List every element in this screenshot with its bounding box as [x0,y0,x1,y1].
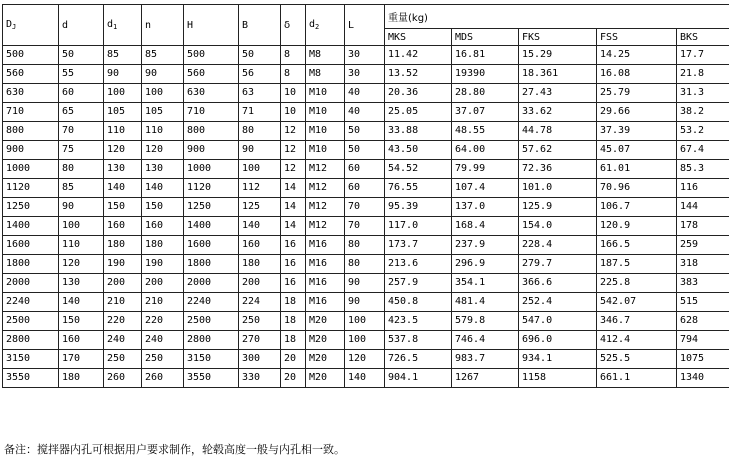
cell-mds: 983.7 [452,350,519,369]
cell-n: 260 [142,369,184,388]
cell-bks: 116 [677,179,729,198]
cell-mds: 746.4 [452,331,519,350]
cell-b: 56 [239,65,281,84]
cell-mds: 79.99 [452,160,519,179]
cell-fss: 542.07 [597,293,677,312]
cell-h: 2500 [184,312,239,331]
cell-bks: 17.7 [677,46,729,65]
cell-d2: M12 [306,179,345,198]
cell-h: 900 [184,141,239,160]
cell-b: 125 [239,198,281,217]
cell-delta: 14 [281,179,306,198]
cell-mds: 1267 [452,369,519,388]
cell-d1: 210 [104,293,142,312]
cell-delta: 16 [281,255,306,274]
header-b: B [239,5,281,46]
cell-delta: 12 [281,141,306,160]
cell-h: 1800 [184,255,239,274]
table-row [3,331,729,350]
cell-mks: 173.7 [385,236,452,255]
cell-bks: 21.8 [677,65,729,84]
cell-d2: M10 [306,103,345,122]
cell-d1: 85 [104,46,142,65]
cell-h: 800 [184,122,239,141]
cell-mds: 37.07 [452,103,519,122]
cell-l: 80 [345,236,385,255]
cell-d2: M20 [306,312,345,331]
cell-fss: 661.1 [597,369,677,388]
cell-d: 110 [59,236,104,255]
cell-fks: 366.6 [519,274,597,293]
cell-mks: 257.9 [385,274,452,293]
cell-n: 210 [142,293,184,312]
cell-h: 500 [184,46,239,65]
cell-delta: 14 [281,198,306,217]
cell-mds: 28.80 [452,84,519,103]
cell-mds: 579.8 [452,312,519,331]
cell-l: 120 [345,350,385,369]
header-l: L [345,5,385,46]
cell-fks: 44.78 [519,122,597,141]
cell-n: 240 [142,331,184,350]
cell-d1: 105 [104,103,142,122]
cell-l: 40 [345,103,385,122]
table-row [3,122,729,141]
cell-n: 85 [142,46,184,65]
cell-d1: 110 [104,122,142,141]
cell-d1: 180 [104,236,142,255]
cell-d: 65 [59,103,104,122]
table-row [3,274,729,293]
cell-mks: 213.6 [385,255,452,274]
cell-d1: 150 [104,198,142,217]
cell-d2: M12 [306,198,345,217]
cell-b: 100 [239,160,281,179]
cell-fks: 101.0 [519,179,597,198]
cell-d: 80 [59,160,104,179]
header-row [3,5,729,29]
cell-n: 190 [142,255,184,274]
cell-bks: 67.4 [677,141,729,160]
cell-fss: 45.07 [597,141,677,160]
cell-fks: 1158 [519,369,597,388]
cell-b: 80 [239,122,281,141]
cell-bks: 628 [677,312,729,331]
cell-n: 130 [142,160,184,179]
cell-n: 250 [142,350,184,369]
table-row [3,255,729,274]
cell-fks: 934.1 [519,350,597,369]
cell-d2: M8 [306,65,345,84]
table-row [3,369,729,388]
header-n: n [142,5,184,46]
cell-d2: M16 [306,274,345,293]
cell-h: 3550 [184,369,239,388]
spec-table [2,4,729,388]
cell-h: 2000 [184,274,239,293]
cell-fss: 412.4 [597,331,677,350]
cell-dj: 900 [3,141,59,160]
cell-mks: 117.0 [385,217,452,236]
cell-n: 200 [142,274,184,293]
cell-b: 71 [239,103,281,122]
cell-mds: 481.4 [452,293,519,312]
cell-d1: 260 [104,369,142,388]
cell-d: 120 [59,255,104,274]
cell-fks: 33.62 [519,103,597,122]
cell-dj: 2500 [3,312,59,331]
cell-mks: 54.52 [385,160,452,179]
cell-d: 160 [59,331,104,350]
cell-fks: 228.4 [519,236,597,255]
cell-d: 60 [59,84,104,103]
header-weight-fks: FKS [519,29,597,46]
cell-fss: 37.39 [597,122,677,141]
cell-b: 160 [239,236,281,255]
cell-l: 50 [345,141,385,160]
cell-delta: 8 [281,46,306,65]
table-row [3,46,729,65]
cell-h: 710 [184,103,239,122]
header-weight-bks: BKS [677,29,729,46]
cell-dj: 1400 [3,217,59,236]
table-row [3,65,729,84]
cell-n: 100 [142,84,184,103]
table-row [3,198,729,217]
cell-fks: 547.0 [519,312,597,331]
cell-delta: 18 [281,331,306,350]
cell-b: 200 [239,274,281,293]
cell-dj: 1600 [3,236,59,255]
cell-d: 140 [59,293,104,312]
cell-delta: 18 [281,312,306,331]
cell-h: 560 [184,65,239,84]
cell-delta: 12 [281,160,306,179]
cell-d: 170 [59,350,104,369]
cell-d: 150 [59,312,104,331]
cell-fss: 14.25 [597,46,677,65]
cell-dj: 1800 [3,255,59,274]
cell-fss: 16.08 [597,65,677,84]
cell-bks: 259 [677,236,729,255]
cell-b: 90 [239,141,281,160]
cell-n: 160 [142,217,184,236]
cell-dj: 3150 [3,350,59,369]
cell-fss: 166.5 [597,236,677,255]
cell-d2: M10 [306,122,345,141]
cell-bks: 515 [677,293,729,312]
cell-fks: 72.36 [519,160,597,179]
cell-fss: 225.8 [597,274,677,293]
cell-dj: 3550 [3,369,59,388]
cell-delta: 14 [281,217,306,236]
cell-bks: 1340 [677,369,729,388]
cell-dj: 710 [3,103,59,122]
cell-bks: 144 [677,198,729,217]
cell-mds: 296.9 [452,255,519,274]
cell-mds: 354.1 [452,274,519,293]
table-row [3,103,729,122]
cell-bks: 383 [677,274,729,293]
cell-b: 250 [239,312,281,331]
cell-b: 112 [239,179,281,198]
cell-mds: 168.4 [452,217,519,236]
cell-bks: 31.3 [677,84,729,103]
cell-d1: 250 [104,350,142,369]
cell-d2: M16 [306,255,345,274]
cell-mds: 107.4 [452,179,519,198]
footnote: 备注：搅拌器内孔可根据用户要求制作，轮毂高度一般与内孔相一致。 [4,443,345,456]
cell-mds: 19390 [452,65,519,84]
header-h: H [184,5,239,46]
table-row [3,217,729,236]
cell-d2: M20 [306,369,345,388]
cell-n: 120 [142,141,184,160]
cell-delta: 12 [281,122,306,141]
cell-bks: 85.3 [677,160,729,179]
cell-delta: 10 [281,103,306,122]
cell-fss: 70.96 [597,179,677,198]
cell-d1: 120 [104,141,142,160]
cell-l: 30 [345,46,385,65]
cell-delta: 10 [281,84,306,103]
cell-d1: 220 [104,312,142,331]
cell-dj: 1250 [3,198,59,217]
cell-bks: 318 [677,255,729,274]
table-row [3,179,729,198]
cell-b: 224 [239,293,281,312]
cell-l: 100 [345,331,385,350]
cell-mks: 423.5 [385,312,452,331]
cell-fks: 15.29 [519,46,597,65]
cell-bks: 53.2 [677,122,729,141]
cell-mds: 16.81 [452,46,519,65]
cell-l: 80 [345,255,385,274]
cell-delta: 20 [281,369,306,388]
cell-dj: 1000 [3,160,59,179]
cell-mds: 137.0 [452,198,519,217]
cell-mks: 76.55 [385,179,452,198]
cell-l: 100 [345,312,385,331]
cell-mds: 48.55 [452,122,519,141]
table-row [3,236,729,255]
cell-fss: 525.5 [597,350,677,369]
cell-fks: 154.0 [519,217,597,236]
cell-delta: 18 [281,293,306,312]
cell-d: 180 [59,369,104,388]
cell-fks: 27.43 [519,84,597,103]
cell-d2: M20 [306,331,345,350]
cell-b: 270 [239,331,281,350]
cell-mks: 537.8 [385,331,452,350]
cell-b: 140 [239,217,281,236]
cell-mks: 25.05 [385,103,452,122]
table-row [3,141,729,160]
cell-d: 90 [59,198,104,217]
cell-b: 50 [239,46,281,65]
cell-fss: 187.5 [597,255,677,274]
cell-fks: 279.7 [519,255,597,274]
table-row [3,350,729,369]
cell-l: 90 [345,293,385,312]
cell-mks: 33.88 [385,122,452,141]
cell-l: 140 [345,369,385,388]
table-row [3,160,729,179]
cell-dj: 800 [3,122,59,141]
cell-h: 630 [184,84,239,103]
table-row [3,293,729,312]
cell-b: 180 [239,255,281,274]
header-weight-fss: FSS [597,29,677,46]
cell-bks: 1075 [677,350,729,369]
cell-mks: 43.50 [385,141,452,160]
cell-h: 1000 [184,160,239,179]
cell-delta: 16 [281,236,306,255]
cell-d1: 190 [104,255,142,274]
cell-h: 1250 [184,198,239,217]
header-dj: $D_J$ [3,5,59,46]
cell-fss: 25.79 [597,84,677,103]
cell-fss: 61.01 [597,160,677,179]
cell-b: 300 [239,350,281,369]
header-d2: $d_2$ [306,5,345,46]
cell-h: 2800 [184,331,239,350]
cell-h: 1400 [184,217,239,236]
cell-n: 140 [142,179,184,198]
cell-n: 105 [142,103,184,122]
cell-dj: 2800 [3,331,59,350]
cell-bks: 794 [677,331,729,350]
cell-h: 3150 [184,350,239,369]
cell-l: 50 [345,122,385,141]
cell-bks: 178 [677,217,729,236]
cell-dj: 500 [3,46,59,65]
cell-l: 40 [345,84,385,103]
cell-mks: 726.5 [385,350,452,369]
table-row [3,312,729,331]
cell-fks: 18.361 [519,65,597,84]
cell-d2: M12 [306,217,345,236]
cell-n: 220 [142,312,184,331]
cell-d2: M20 [306,350,345,369]
cell-mds: 64.00 [452,141,519,160]
cell-n: 150 [142,198,184,217]
header-d1: $d_1$ [104,5,142,46]
cell-fks: 57.62 [519,141,597,160]
cell-delta: 8 [281,65,306,84]
cell-n: 110 [142,122,184,141]
cell-dj: 560 [3,65,59,84]
cell-dj: 2000 [3,274,59,293]
cell-n: 90 [142,65,184,84]
cell-l: 70 [345,198,385,217]
cell-d: 55 [59,65,104,84]
cell-d2: M16 [306,236,345,255]
cell-fss: 29.66 [597,103,677,122]
cell-mds: 237.9 [452,236,519,255]
cell-bks: 38.2 [677,103,729,122]
cell-fss: 106.7 [597,198,677,217]
cell-dj: 1120 [3,179,59,198]
header-delta: δ [281,5,306,46]
cell-mks: 20.36 [385,84,452,103]
cell-d1: 100 [104,84,142,103]
cell-d: 75 [59,141,104,160]
cell-d1: 130 [104,160,142,179]
cell-d: 50 [59,46,104,65]
cell-mks: 904.1 [385,369,452,388]
cell-d2: M10 [306,141,345,160]
cell-mks: 450.8 [385,293,452,312]
table-body [3,46,729,388]
cell-h: 1120 [184,179,239,198]
header-weight-mks: MKS [385,29,452,46]
cell-d1: 200 [104,274,142,293]
cell-b: 330 [239,369,281,388]
cell-h: 1600 [184,236,239,255]
cell-d2: M16 [306,293,345,312]
cell-d1: 160 [104,217,142,236]
cell-d2: M12 [306,160,345,179]
cell-fss: 120.9 [597,217,677,236]
cell-fks: 252.4 [519,293,597,312]
cell-delta: 20 [281,350,306,369]
cell-b: 63 [239,84,281,103]
cell-d: 100 [59,217,104,236]
cell-d: 130 [59,274,104,293]
cell-d: 70 [59,122,104,141]
cell-l: 70 [345,217,385,236]
header-d: d [59,5,104,46]
cell-dj: 630 [3,84,59,103]
cell-d1: 240 [104,331,142,350]
cell-mks: 11.42 [385,46,452,65]
cell-l: 60 [345,179,385,198]
cell-l: 90 [345,274,385,293]
cell-mks: 95.39 [385,198,452,217]
cell-h: 2240 [184,293,239,312]
cell-l: 60 [345,160,385,179]
cell-fks: 125.9 [519,198,597,217]
cell-mks: 13.52 [385,65,452,84]
cell-dj: 2240 [3,293,59,312]
table-row [3,84,729,103]
cell-delta: 16 [281,274,306,293]
cell-d1: 90 [104,65,142,84]
cell-d2: M8 [306,46,345,65]
cell-d: 85 [59,179,104,198]
cell-fss: 346.7 [597,312,677,331]
cell-d1: 140 [104,179,142,198]
header-weight-group: 重量(kg) [385,5,729,29]
cell-n: 180 [142,236,184,255]
header-weight-mds: MDS [452,29,519,46]
cell-d2: M10 [306,84,345,103]
cell-l: 30 [345,65,385,84]
cell-fks: 696.0 [519,331,597,350]
